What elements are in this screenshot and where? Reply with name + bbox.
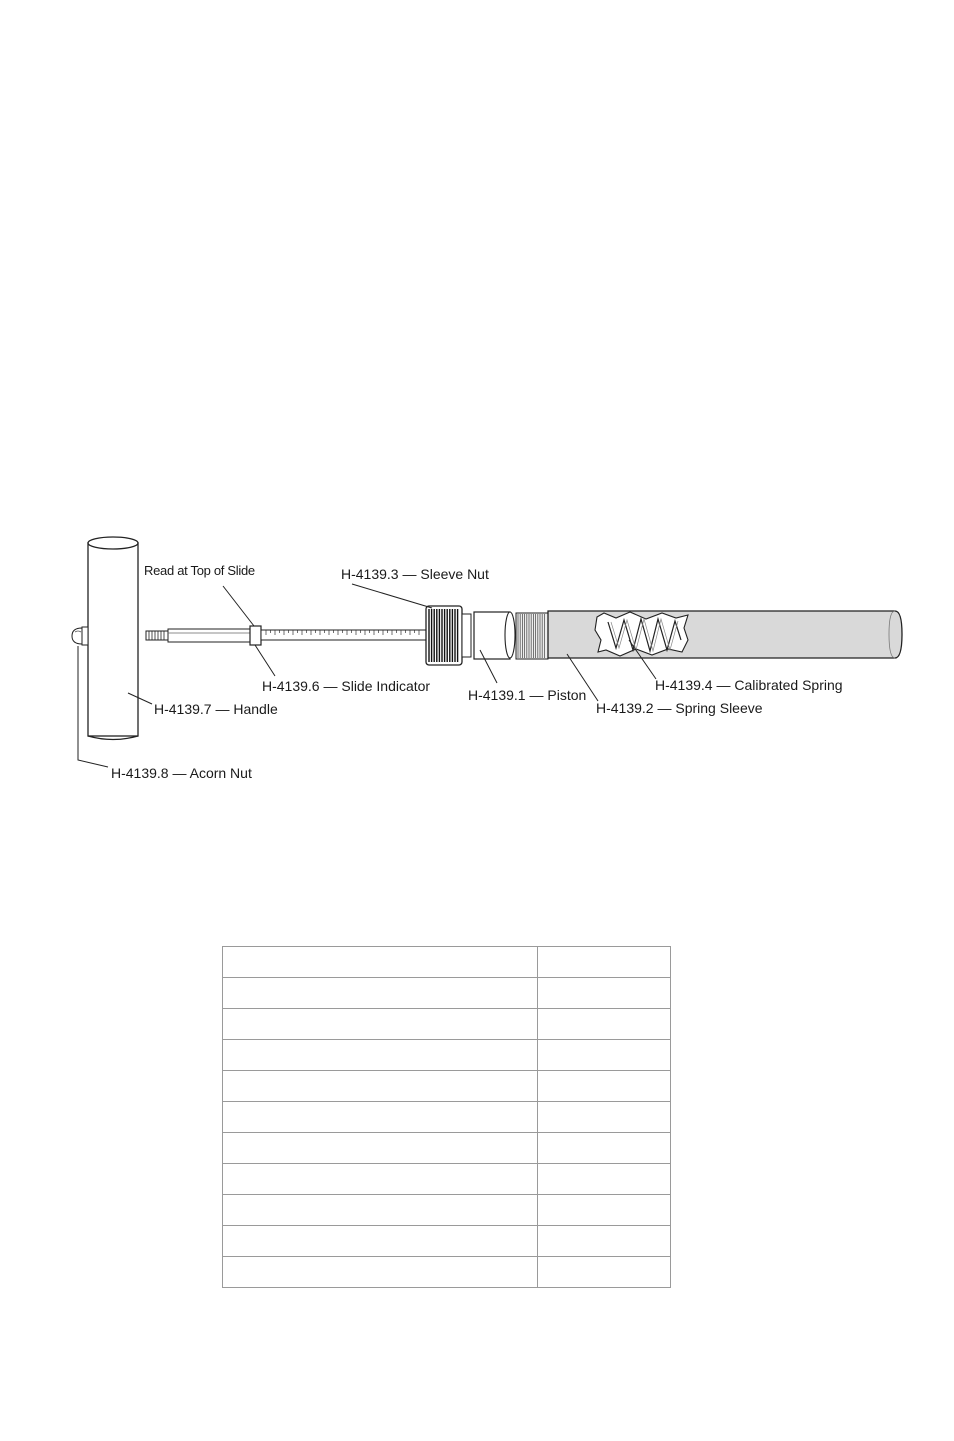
handle — [88, 537, 138, 740]
sleeve-nut — [426, 606, 471, 665]
label-acorn-nut: H-4139.8 — Acorn Nut — [111, 765, 252, 781]
table-cell-value — [538, 978, 671, 1009]
table-cell-description — [223, 1257, 538, 1288]
label-spring-sleeve: H-4139.2 — Spring Sleeve — [596, 700, 763, 716]
shaft — [168, 629, 250, 642]
table-row — [223, 1133, 671, 1164]
table-cell-value — [538, 1164, 671, 1195]
table-cell-description — [223, 1226, 538, 1257]
table-row — [223, 1009, 671, 1040]
acorn-nut — [72, 627, 88, 645]
label-calibrated-spring: H-4139.4 — Calibrated Spring — [655, 677, 843, 693]
table-cell-description — [223, 1102, 538, 1133]
table-cell-value — [538, 1226, 671, 1257]
table-cell-value — [538, 1009, 671, 1040]
slide-indicator — [250, 626, 261, 645]
piston — [474, 612, 515, 659]
table-cell-value — [538, 1040, 671, 1071]
table-row — [223, 1257, 671, 1288]
table-row — [223, 1226, 671, 1257]
label-piston: H-4139.1 — Piston — [468, 687, 587, 703]
table-row — [223, 1071, 671, 1102]
table-cell-description — [223, 978, 538, 1009]
shaft-threads — [146, 631, 168, 640]
table-cell-value — [538, 947, 671, 978]
table-row — [223, 978, 671, 1009]
label-read-at-top: Read at Top of Slide — [144, 563, 255, 578]
table-row — [223, 1195, 671, 1226]
table-cell-value — [538, 1102, 671, 1133]
table-cell-description — [223, 947, 538, 978]
label-handle: H-4139.7 — Handle — [154, 701, 278, 717]
graduated-rod — [261, 630, 427, 640]
table-cell-description — [223, 1009, 538, 1040]
table-row — [223, 947, 671, 978]
table-cell-value — [538, 1071, 671, 1102]
table-cell-description — [223, 1164, 538, 1195]
label-slide-indicator: H-4139.6 — Slide Indicator — [262, 678, 431, 694]
table-cell-description — [223, 1040, 538, 1071]
table-row — [223, 1164, 671, 1195]
table-cell-description — [223, 1133, 538, 1164]
parts-table — [222, 946, 671, 1288]
label-sleeve-nut: H-4139.3 — Sleeve Nut — [341, 566, 489, 582]
table-cell-value — [538, 1133, 671, 1164]
spring-sleeve-threads — [516, 613, 548, 659]
table-cell-value — [538, 1257, 671, 1288]
table-cell-description — [223, 1071, 538, 1102]
table-row — [223, 1040, 671, 1071]
table-cell-description — [223, 1195, 538, 1226]
calibrated-spring — [595, 612, 688, 656]
table-cell-value — [538, 1195, 671, 1226]
table-row — [223, 1102, 671, 1133]
